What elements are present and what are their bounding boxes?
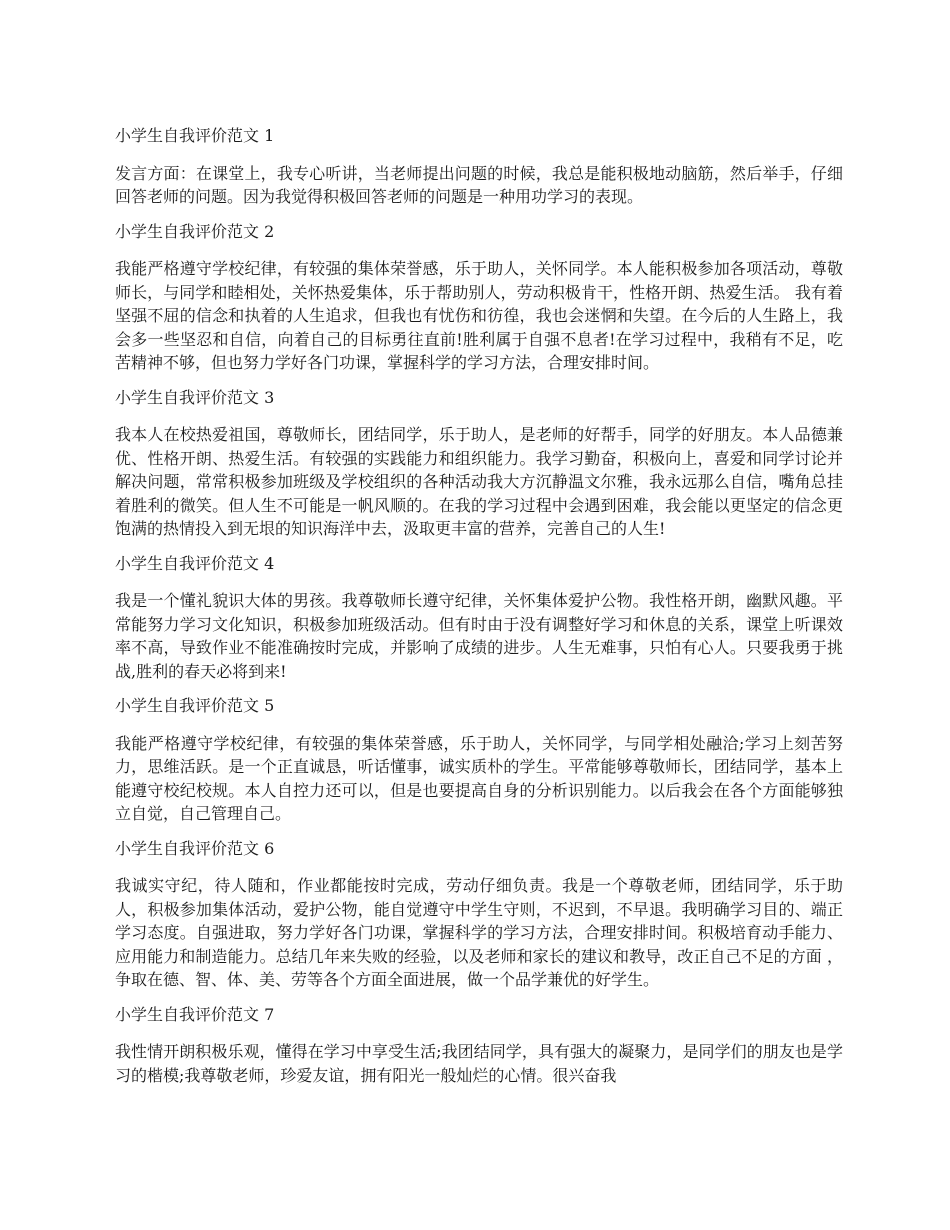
section-title: 小学生自我评价范文 6 (115, 838, 275, 858)
section-title: 小学生自我评价范文 5 (115, 696, 275, 715)
section-title: 小学生自我评价范文 2 (115, 221, 275, 241)
section-body: 我本人在校热爱祖国，尊敬师长，团结同学，乐于助人，是老师的好帮手，同学的好朋友。本人品德兼优、性格开朗、热爱生活。有较强的实践能力和组织能力。我学习勤奋，积极向上，喜爱和同学讨论并解决问题，常常积极参加班级及学校组织的各种活动我大方沉静温文尔雅，我永远那么自信，嘴角总挂着胜利的微笑。但人生不可能是一帆风顺的。在我的学习过程中会遇到困难，我会能以更坚定的信念更饱满的热情投入到无垠的知识海洋中去，汲取更丰富的营养，完善自己的人生! (115, 425, 843, 538)
section-title: 小学生自我评价范文 1 (115, 126, 275, 145)
section-2 (115, 220, 843, 375)
section-body: 发言方面：在课堂上，我专心听讲，当老师提出问题的时候，我总是能积极地动脑筋，然后举手，仔细回答老师的问题。因为我觉得积极回答老师的问题是一种用功学习的表现。 (115, 163, 843, 206)
section-body: 我能严格遵守学校纪律，有较强的集体荣誉感，乐于助人，关怀同学。本人能积极参加各项活动，尊敬师长，与同学和睦相处，关怀热爱集体，乐于帮助别人，劳动积极肯干，性格开朗、热爱生活。 我有着坚强不屈的信念和执着的人生追求，但我也有忧伤和彷徨，我也会迷惘和失望。在今后的人生路上，我会多一些坚忍和自信，向着自己的目标勇往直前!胜利属于自强不息者!在学习过程中，我稍有不足，吃苦精神不够，但也努力学好各门功课，掌握科学的学习方法，合理安排时间。 (115, 259, 843, 372)
section-title: 小学生自我评价范文 3 (115, 387, 275, 407)
section-title: 小学生自我评价范文 4 (115, 553, 275, 573)
section-7 (115, 1003, 843, 1088)
document-page (115, 124, 843, 1098)
section-4 (115, 552, 843, 684)
section-1 (115, 124, 843, 209)
section-body: 我是一个懂礼貌识大体的男孩。我尊敬师长遵守纪律，关怀集体爱护公物。我性格开朗，幽默风趣。平常能努力学习文化知识，积极参加班级活动。但有时由于没有调整好学习和休息的关系，课堂上听课效率不高，导致作业不能准确按时完成，并影响了成绩的进步。人生无难事，只怕有心人。只要我勇于挑战,胜利的春天必将到来! (115, 591, 843, 681)
section-3 (115, 386, 843, 541)
section-6 (115, 837, 843, 992)
section-body: 我性情开朗积极乐观，懂得在学习中享受生活;我团结同学，具有强大的凝聚力，是同学们的朋友也是学习的楷模;我尊敬老师，珍爱友谊，拥有阳光一般灿烂的心情。很兴奋我 (115, 1042, 843, 1085)
section-5 (115, 694, 843, 826)
section-body: 我能严格遵守学校纪律，有较强的集体荣誉感，乐于助人，关怀同学，与同学相处融洽;学习上刻苦努力，思维活跃。是一个正直诚恳，听话懂事，诚实质朴的学生。平常能够尊敬师长，团结同学，基本上能遵守校纪校规。本人自控力还可以，但是也要提高自身的分析识别能力。以后我会在各个方面能够独立自觉，自己管理自己。 (115, 733, 843, 823)
section-title: 小学生自我评价范文 7 (115, 1004, 275, 1024)
section-body: 我诚实守纪，待人随和，作业都能按时完成，劳动仔细负责。我是一个尊敬老师，团结同学，乐于助人，积极参加集体活动，爱护公物，能自觉遵守中学生守则，不迟到，不早退。我明确学习目的、端正学习态度。自强进取，努力学好各门功课，掌握科学的学习方法，合理安排时间。积极培育动手能力、应用能力和制造能力。总结几年来失败的经验，以及老师和家长的建议和教导，改正自己不足的方面 ，争取在德、智、体、美、劳等各个方面全面进展，做一个品学兼优的好学生。 (115, 876, 843, 989)
